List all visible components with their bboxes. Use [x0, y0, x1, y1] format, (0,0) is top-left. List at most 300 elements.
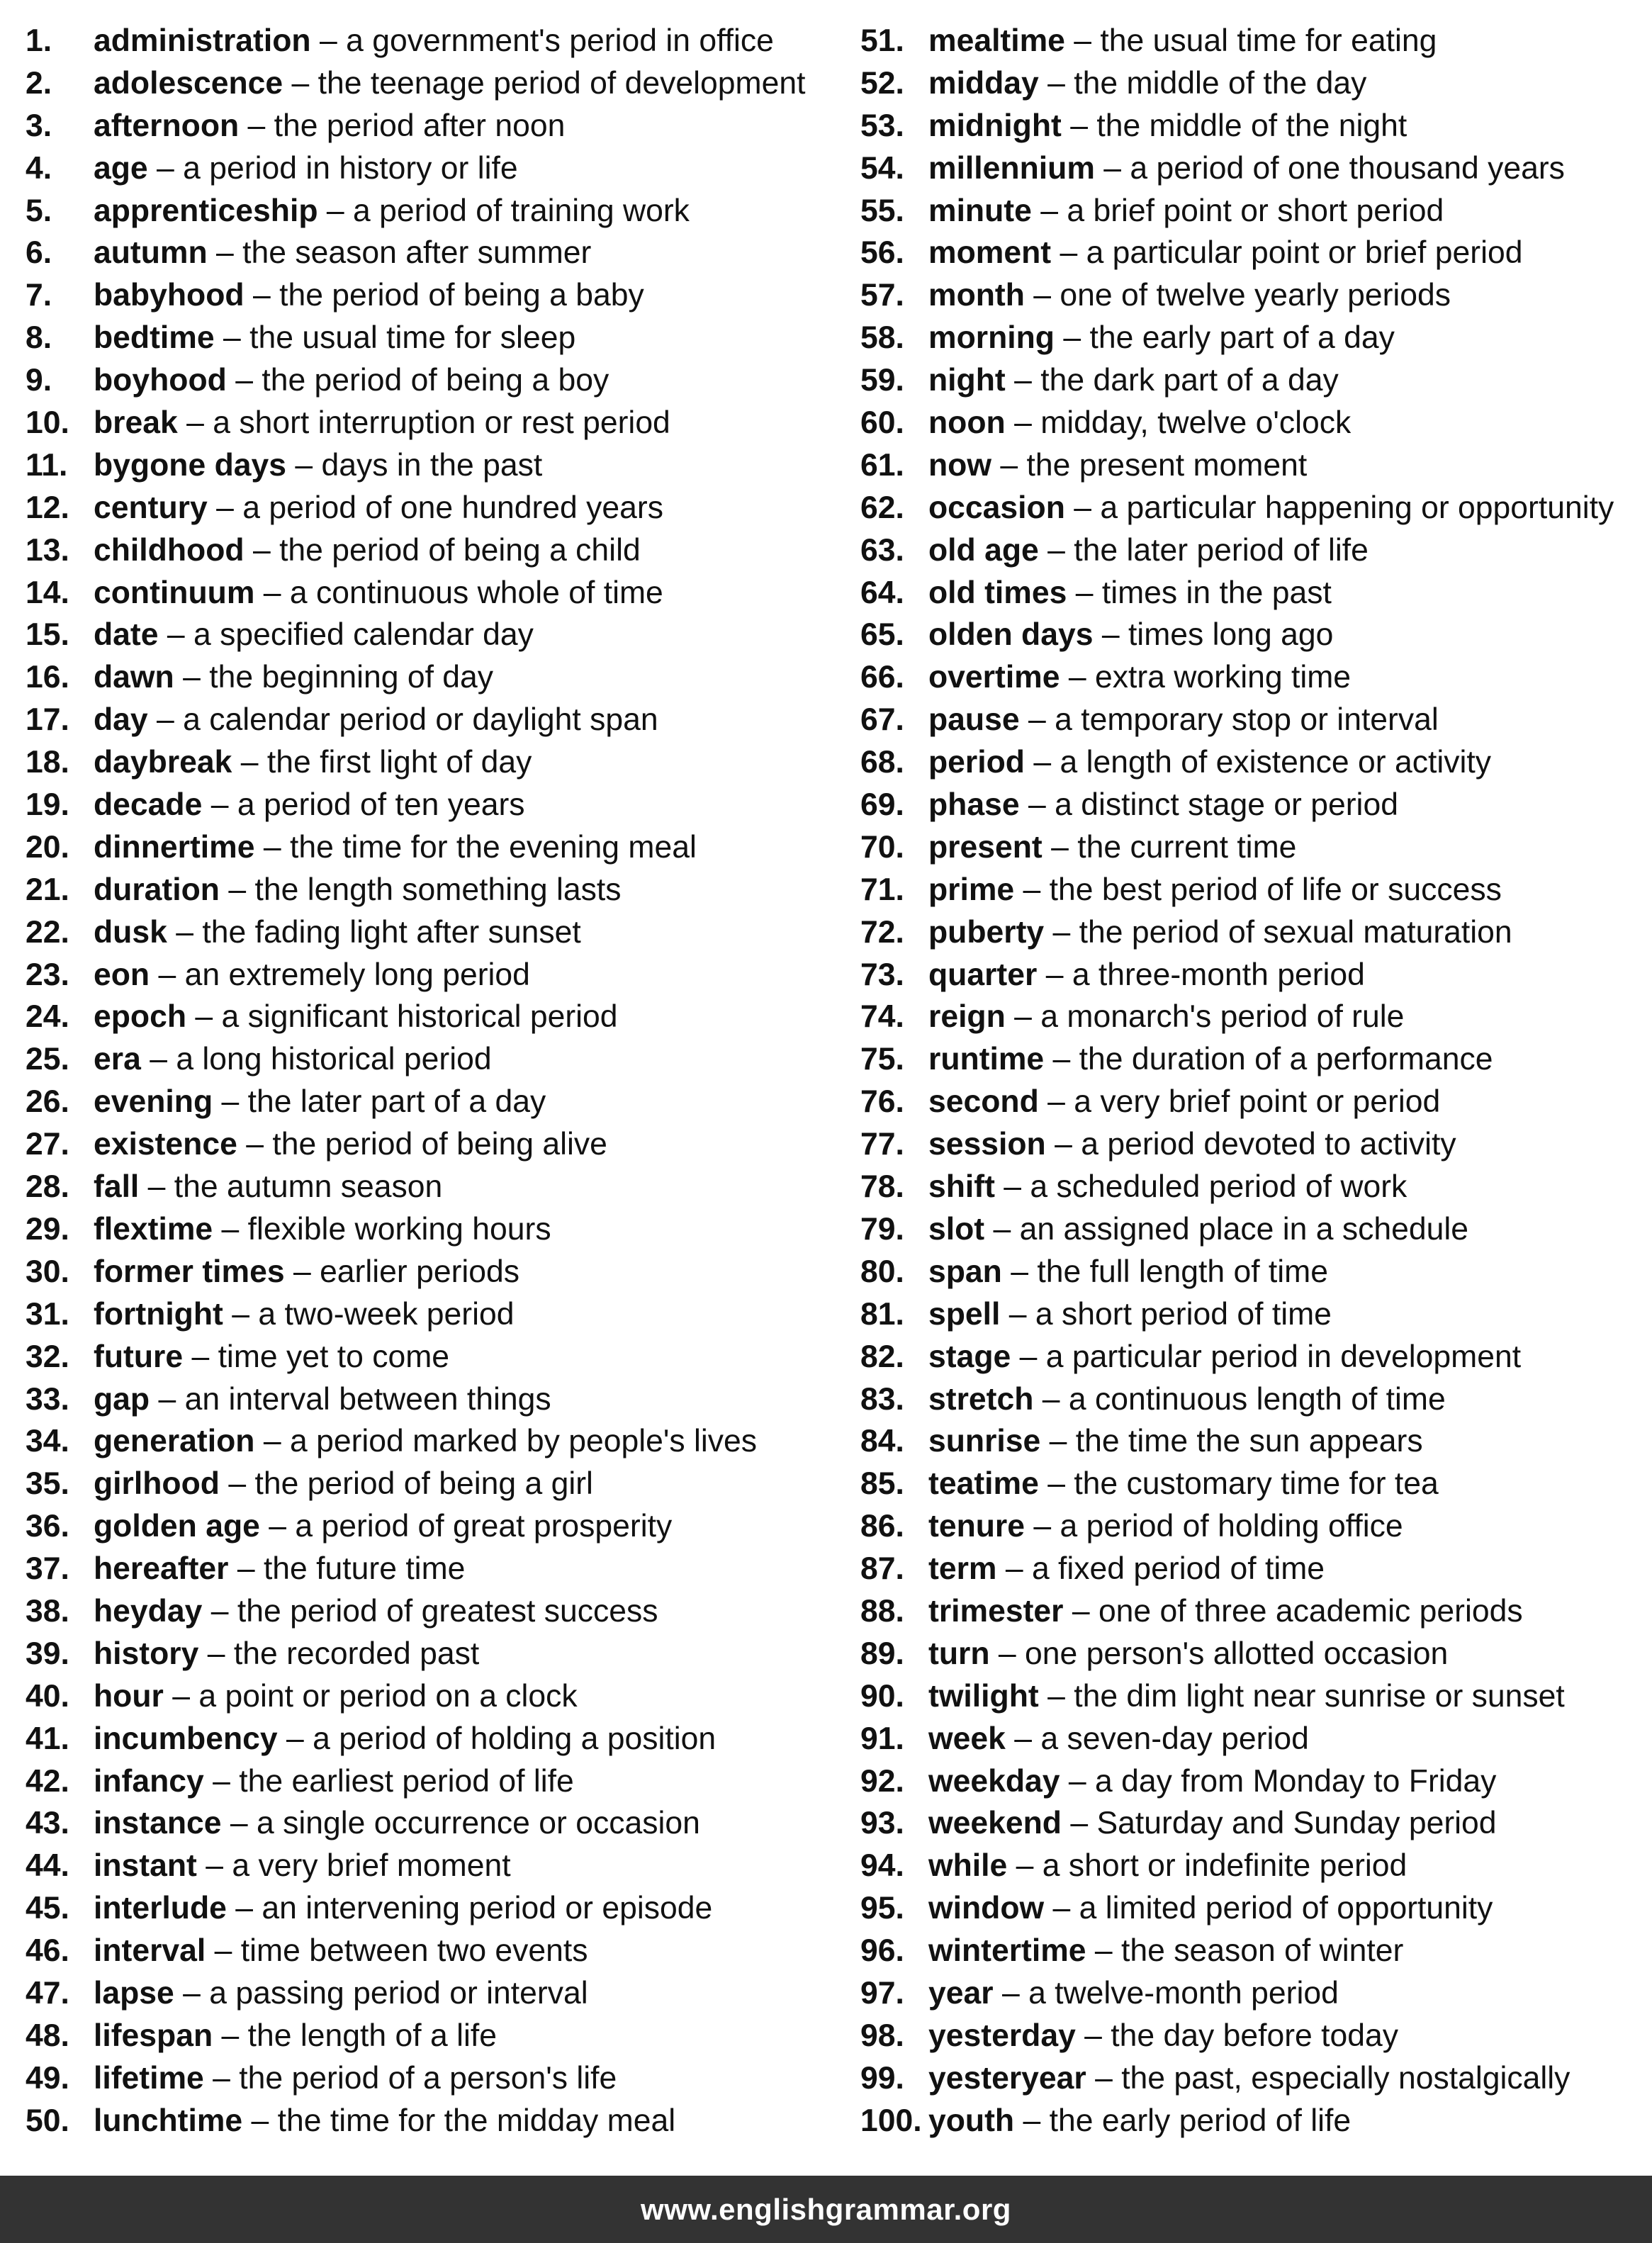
word-list	[0, 20, 1652, 2140]
item-definition: one of three academic periods	[1098, 1593, 1523, 1629]
item-separator: –	[1042, 829, 1078, 865]
item-term: former times	[94, 1254, 285, 1289]
item-number: 28.	[26, 1169, 69, 1205]
item-separator: –	[993, 1975, 1029, 2011]
list-item	[26, 1166, 848, 1208]
item-definition: the first light of day	[266, 745, 532, 780]
item-term: lapse	[94, 1975, 174, 2011]
list-item	[26, 1123, 848, 1166]
item-separator: –	[1005, 999, 1041, 1035]
item-term: boyhood	[94, 363, 227, 398]
item-separator: –	[1086, 2060, 1122, 2096]
item-number: 71.	[860, 872, 904, 907]
list-item	[860, 1675, 1647, 1718]
list-item	[860, 1633, 1647, 1675]
item-number: 83.	[860, 1381, 904, 1417]
list-item	[26, 1420, 848, 1463]
item-separator: –	[1044, 1042, 1079, 1077]
item-term: millennium	[928, 150, 1095, 186]
item-term: gap	[94, 1381, 150, 1417]
item-separator: –	[213, 1084, 248, 1120]
item-term: spell	[928, 1296, 1001, 1332]
item-definition: the dark part of a day	[1040, 363, 1339, 398]
item-number: 54.	[860, 150, 904, 186]
item-definition: a specified calendar day	[193, 617, 534, 653]
item-definition: the length something lasts	[254, 872, 622, 907]
item-separator: –	[318, 193, 354, 228]
item-term: weekday	[928, 1763, 1060, 1799]
item-term: teatime	[928, 1466, 1039, 1502]
item-term: night	[928, 363, 1006, 398]
item-definition: a single occurrence or occasion	[257, 1806, 700, 1841]
item-term: childhood	[94, 532, 245, 568]
item-term: instance	[94, 1806, 222, 1841]
item-number: 20.	[26, 829, 69, 865]
item-term: golden age	[94, 1509, 260, 1544]
item-term: slot	[928, 1211, 985, 1247]
list-item	[26, 2100, 848, 2142]
item-number: 25.	[26, 1042, 69, 1077]
list-item	[860, 1845, 1647, 1887]
item-separator: –	[1051, 235, 1086, 271]
item-separator: –	[1019, 702, 1055, 738]
item-number: 1.	[26, 23, 52, 58]
item-term: dusk	[94, 914, 167, 950]
item-number: 11.	[26, 447, 68, 483]
list-item	[26, 274, 848, 317]
word-list-column-right	[860, 20, 1647, 2142]
item-term: era	[94, 1042, 141, 1077]
item-separator: –	[242, 2103, 278, 2138]
item-number: 42.	[26, 1763, 69, 1799]
item-number: 26.	[26, 1084, 69, 1120]
list-item	[860, 1038, 1647, 1081]
list-item	[26, 359, 848, 402]
list-item	[860, 1802, 1647, 1845]
list-item	[26, 1972, 848, 2015]
item-definition: a period of holding a position	[313, 1721, 717, 1756]
list-item	[26, 1718, 848, 1760]
item-number: 9.	[26, 363, 52, 398]
item-number: 87.	[860, 1551, 904, 1587]
item-definition: a period of great prosperity	[295, 1509, 673, 1544]
list-item	[26, 62, 848, 105]
item-separator: –	[1093, 617, 1128, 653]
item-separator: –	[174, 1975, 210, 2011]
item-number: 52.	[860, 65, 904, 101]
item-number: 66.	[860, 660, 904, 695]
list-item	[26, 2057, 848, 2100]
item-term: wintertime	[928, 1933, 1086, 1969]
list-item	[860, 1463, 1647, 1505]
item-term: bedtime	[94, 320, 215, 356]
item-number: 65.	[860, 617, 904, 653]
list-item	[860, 487, 1647, 529]
item-definition: a period of ten years	[237, 787, 525, 823]
item-term: minute	[928, 193, 1032, 228]
item-definition: midday, twelve o'clock	[1040, 405, 1352, 441]
item-definition: a three-month period	[1072, 957, 1365, 992]
item-separator: –	[283, 65, 318, 101]
list-item	[860, 1123, 1647, 1166]
item-separator: –	[1044, 914, 1079, 950]
item-definition: extra working time	[1094, 660, 1352, 695]
item-term: bygone days	[94, 447, 287, 483]
item-number: 64.	[860, 575, 904, 610]
item-definition: the time for the midday meal	[277, 2103, 676, 2138]
list-item	[26, 2015, 848, 2057]
item-definition: a period of one thousand years	[1130, 150, 1565, 186]
item-separator: –	[1038, 532, 1074, 568]
list-item	[860, 572, 1647, 614]
item-term: youth	[928, 2103, 1015, 2138]
item-separator: –	[1061, 1806, 1097, 1841]
list-item	[26, 1505, 848, 1548]
footer-website-url[interactable]: www.englishgrammar.org	[641, 2192, 1011, 2226]
item-definition: a period of training work	[353, 193, 690, 228]
item-definition: the time the sun appears	[1075, 1424, 1423, 1459]
item-term: dinnertime	[94, 829, 255, 865]
item-term: duration	[94, 872, 220, 907]
item-separator: –	[1038, 1466, 1074, 1502]
item-definition: the past, especially nostalgically	[1121, 2060, 1570, 2096]
item-definition: the length of a life	[247, 2018, 497, 2053]
item-separator: –	[219, 1466, 255, 1502]
item-number: 5.	[26, 193, 52, 228]
item-term: month	[928, 278, 1025, 313]
item-definition: the full length of time	[1037, 1254, 1328, 1289]
item-separator: –	[254, 575, 290, 610]
item-term: stage	[928, 1339, 1011, 1374]
item-number: 4.	[26, 150, 52, 186]
item-number: 100.	[860, 2103, 922, 2138]
list-item	[860, 1505, 1647, 1548]
item-definition: the period of greatest success	[237, 1593, 658, 1629]
item-number: 61.	[860, 447, 904, 483]
item-definition: the dim light near sunrise or sunset	[1074, 1678, 1565, 1714]
item-definition: a particular period in development	[1045, 1339, 1522, 1374]
item-number: 78.	[860, 1169, 904, 1205]
item-number: 60.	[860, 405, 904, 441]
item-number: 99.	[860, 2060, 904, 2096]
item-term: generation	[94, 1424, 255, 1459]
item-definition: a twelve-month period	[1028, 1975, 1339, 2011]
item-separator: –	[147, 702, 184, 738]
item-separator: –	[1007, 1848, 1043, 1884]
item-definition: a continuous whole of time	[289, 575, 663, 610]
item-definition: the later part of a day	[247, 1084, 546, 1120]
item-number: 37.	[26, 1551, 69, 1587]
item-term: puberty	[928, 914, 1045, 950]
item-term: lunchtime	[94, 2103, 243, 2138]
item-term: period	[928, 745, 1025, 780]
item-definition: a limited period of opportunity	[1079, 1891, 1493, 1926]
item-definition: a significant historical period	[221, 999, 618, 1035]
item-number: 35.	[26, 1466, 69, 1502]
list-item	[26, 190, 848, 232]
item-separator: –	[158, 617, 193, 653]
list-item	[26, 1930, 848, 1972]
item-number: 39.	[26, 1636, 69, 1671]
item-definition: a day from Monday to Friday	[1095, 1763, 1497, 1799]
item-separator: –	[1019, 787, 1055, 823]
item-definition: a particular happening or opportunity	[1100, 490, 1614, 525]
item-definition: a short period of time	[1035, 1296, 1332, 1332]
item-term: babyhood	[94, 278, 245, 313]
item-number: 55.	[860, 193, 904, 228]
item-number: 48.	[26, 2018, 69, 2053]
item-number: 13.	[26, 532, 69, 568]
item-separator: –	[203, 1763, 240, 1799]
item-separator: –	[1011, 1339, 1046, 1374]
item-definition: the period of sexual maturation	[1079, 914, 1512, 950]
list-item	[860, 954, 1647, 996]
item-separator: –	[147, 150, 184, 186]
item-number: 33.	[26, 1381, 69, 1417]
item-definition: the day before today	[1111, 2018, 1399, 2053]
item-term: hereafter	[94, 1551, 229, 1587]
list-item	[860, 699, 1647, 741]
item-definition: the recorded past	[233, 1636, 480, 1671]
item-term: mealtime	[928, 23, 1065, 58]
item-number: 10.	[26, 405, 69, 441]
item-term: term	[928, 1551, 997, 1587]
item-separator: –	[219, 872, 255, 907]
list-item	[860, 402, 1647, 444]
item-definition: a temporary stop or interval	[1055, 702, 1439, 738]
list-item	[26, 1802, 848, 1845]
item-separator: –	[1064, 23, 1101, 58]
item-definition: the period of being a girl	[254, 1466, 593, 1502]
item-number: 97.	[860, 1975, 904, 2011]
item-number: 15.	[26, 617, 69, 653]
item-number: 18.	[26, 745, 69, 780]
item-term: window	[928, 1891, 1045, 1926]
item-number: 73.	[860, 957, 904, 992]
list-item	[860, 656, 1647, 699]
item-definition: an intervening period or episode	[262, 1891, 713, 1926]
item-number: 46.	[26, 1933, 69, 1969]
item-definition: a short or indefinite period	[1042, 1848, 1407, 1884]
list-item	[26, 1293, 848, 1336]
item-definition: the duration of a performance	[1079, 1042, 1493, 1077]
item-separator: –	[277, 1721, 313, 1756]
item-definition: the period of being a boy	[262, 363, 609, 398]
item-separator: –	[286, 447, 322, 483]
item-separator: –	[1031, 193, 1067, 228]
item-term: dawn	[94, 660, 174, 695]
item-separator: –	[1060, 660, 1095, 695]
item-definition: the period of being a child	[279, 532, 641, 568]
list-item	[26, 1845, 848, 1887]
list-item	[26, 444, 848, 487]
item-number: 14.	[26, 575, 69, 610]
item-number: 19.	[26, 787, 69, 823]
item-term: midnight	[928, 108, 1062, 143]
item-definition: an extremely long period	[184, 957, 530, 992]
item-definition: earlier periods	[320, 1254, 520, 1289]
item-separator: –	[1064, 490, 1101, 525]
list-item	[860, 274, 1647, 317]
list-item	[860, 1718, 1647, 1760]
item-number: 85.	[860, 1466, 904, 1502]
item-term: apprenticeship	[94, 193, 318, 228]
item-term: olden days	[928, 617, 1094, 653]
list-item	[26, 656, 848, 699]
item-separator: –	[174, 660, 210, 695]
list-item	[860, 741, 1647, 784]
list-item	[860, 444, 1647, 487]
item-separator: –	[150, 1381, 185, 1417]
item-definition: time yet to come	[218, 1339, 450, 1374]
item-separator: –	[1067, 575, 1102, 610]
item-separator: –	[140, 1042, 176, 1077]
list-item	[26, 1548, 848, 1590]
item-definition: a particular point or brief period	[1086, 235, 1523, 271]
item-term: pause	[928, 702, 1020, 738]
list-item	[860, 996, 1647, 1038]
item-definition: a period of one hundred years	[242, 490, 663, 525]
list-item	[26, 826, 848, 869]
list-item	[26, 529, 848, 572]
item-definition: a period in history or life	[183, 150, 518, 186]
item-separator: –	[1075, 2018, 1111, 2053]
item-number: 2.	[26, 65, 52, 101]
item-number: 6.	[26, 235, 52, 271]
list-item	[26, 1887, 848, 1930]
item-number: 86.	[860, 1509, 904, 1544]
item-term: span	[928, 1254, 1002, 1289]
item-number: 53.	[860, 108, 904, 143]
item-separator: –	[196, 1848, 232, 1884]
item-separator: –	[183, 1339, 218, 1374]
item-definition: the period of a person's life	[239, 2060, 617, 2096]
item-separator: –	[226, 363, 262, 398]
item-separator: –	[207, 490, 243, 525]
item-separator: –	[177, 405, 213, 441]
list-item	[860, 1548, 1647, 1590]
item-number: 80.	[860, 1254, 904, 1289]
item-term: lifetime	[94, 2060, 204, 2096]
item-separator: –	[1094, 150, 1130, 186]
item-term: evening	[94, 1084, 213, 1120]
item-term: noon	[928, 405, 1006, 441]
item-definition: time between two events	[240, 1933, 588, 1969]
item-term: eon	[94, 957, 150, 992]
item-definition: a two-week period	[258, 1296, 515, 1332]
list-item	[26, 1208, 848, 1251]
item-definition: a calendar period or daylight span	[183, 702, 658, 738]
list-item	[26, 1463, 848, 1505]
item-separator: –	[1044, 1891, 1079, 1926]
list-item	[26, 869, 848, 911]
list-item	[860, 529, 1647, 572]
item-number: 58.	[860, 320, 904, 356]
item-number: 50.	[26, 2103, 69, 2138]
item-definition: the future time	[263, 1551, 466, 1587]
list-item	[26, 147, 848, 190]
item-number: 56.	[860, 235, 904, 271]
item-definition: the fading light after sunset	[202, 914, 581, 950]
list-item	[860, 1590, 1647, 1633]
item-term: fall	[94, 1169, 140, 1205]
item-separator: –	[198, 1636, 234, 1671]
item-term: quarter	[928, 957, 1038, 992]
item-definition: the time for the evening meal	[289, 829, 697, 865]
item-separator: –	[984, 1211, 1020, 1247]
item-number: 72.	[860, 914, 904, 950]
item-number: 12.	[26, 490, 69, 525]
item-term: yesteryear	[928, 2060, 1086, 2096]
item-separator: –	[1005, 363, 1041, 398]
item-term: now	[928, 447, 991, 483]
list-item	[26, 1675, 848, 1718]
item-definition: an interval between things	[184, 1381, 551, 1417]
list-item	[860, 359, 1647, 402]
list-item	[860, 1251, 1647, 1293]
item-separator: –	[254, 829, 290, 865]
item-definition: a continuous length of time	[1068, 1381, 1446, 1417]
item-term: old age	[928, 532, 1039, 568]
list-item	[26, 1378, 848, 1421]
item-definition: the season of winter	[1121, 1933, 1404, 1969]
item-term: trimester	[928, 1593, 1064, 1629]
item-number: 31.	[26, 1296, 69, 1332]
word-list-column-left	[26, 20, 848, 2142]
item-definition: a period devoted to activity	[1081, 1127, 1456, 1162]
item-definition: the autumn season	[174, 1169, 443, 1205]
item-term: hour	[94, 1678, 164, 1714]
item-separator: –	[150, 957, 185, 992]
item-number: 68.	[860, 745, 904, 780]
item-number: 94.	[860, 1848, 904, 1884]
item-separator: –	[1024, 278, 1060, 313]
item-term: day	[94, 702, 148, 738]
item-definition: a very brief point or period	[1074, 1084, 1441, 1120]
item-number: 49.	[26, 2060, 69, 2096]
item-term: present	[928, 829, 1043, 865]
item-definition: a long historical period	[176, 1042, 492, 1077]
item-separator: –	[202, 787, 237, 823]
item-separator: –	[244, 278, 280, 313]
list-item	[860, 1336, 1647, 1378]
item-term: afternoon	[94, 108, 240, 143]
item-number: 88.	[860, 1593, 904, 1629]
item-separator: –	[207, 235, 243, 271]
item-term: occasion	[928, 490, 1065, 525]
item-definition: the usual time for sleep	[249, 320, 576, 356]
item-number: 16.	[26, 660, 69, 695]
item-number: 67.	[860, 702, 904, 738]
list-item	[860, 826, 1647, 869]
item-definition: flexible working hours	[247, 1211, 551, 1247]
item-definition: the best period of life or success	[1049, 872, 1502, 907]
list-item	[860, 1378, 1647, 1421]
item-separator: –	[1063, 1593, 1098, 1629]
list-item	[860, 614, 1647, 656]
item-separator: –	[1038, 65, 1074, 101]
item-separator: –	[1025, 1509, 1060, 1544]
item-number: 24.	[26, 999, 69, 1035]
item-term: prime	[928, 872, 1015, 907]
item-number: 7.	[26, 278, 52, 313]
item-number: 3.	[26, 108, 52, 143]
item-definition: one of twelve yearly periods	[1060, 278, 1451, 313]
item-definition: a monarch's period of rule	[1040, 999, 1405, 1035]
item-number: 63.	[860, 532, 904, 568]
list-item	[860, 1760, 1647, 1803]
item-definition: the middle of the day	[1074, 65, 1367, 101]
